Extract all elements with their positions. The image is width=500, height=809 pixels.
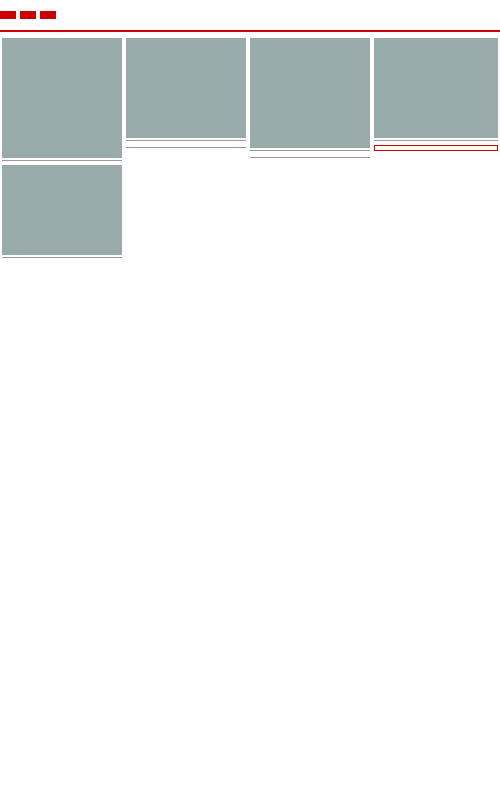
story xyxy=(2,165,122,258)
story xyxy=(126,38,246,141)
column-3 xyxy=(250,36,370,162)
column-1 xyxy=(2,36,122,262)
story xyxy=(250,155,370,158)
section-tag[interactable] xyxy=(20,11,36,19)
column-2 xyxy=(126,36,246,152)
story-photo xyxy=(250,38,370,148)
section-tag[interactable] xyxy=(40,11,56,19)
section-tag[interactable] xyxy=(0,11,16,19)
story xyxy=(374,38,498,141)
story xyxy=(126,145,246,148)
story xyxy=(250,38,370,151)
story-photo xyxy=(2,38,122,158)
masthead xyxy=(0,0,500,32)
column-4 xyxy=(374,36,498,155)
story xyxy=(2,38,122,161)
story-photo xyxy=(374,38,498,138)
advertisement xyxy=(374,145,498,151)
story-photo xyxy=(2,165,122,255)
story-photo xyxy=(126,38,246,138)
